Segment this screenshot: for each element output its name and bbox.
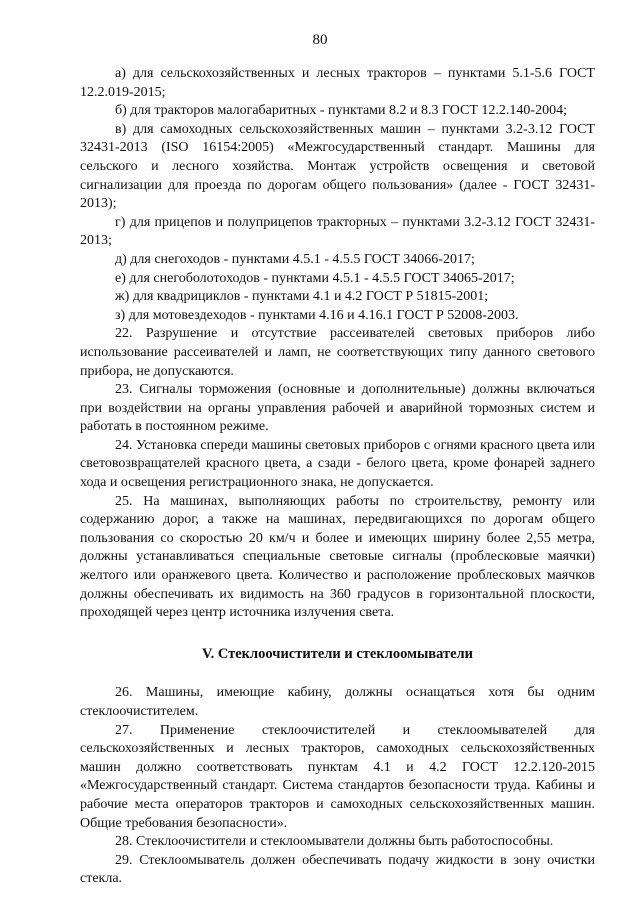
section-heading: V. Стеклоочистители и стеклоомыватели [201, 645, 474, 662]
paragraph-item-d: д) для снегоходов - пунктами 4.5.1 - 4.5.5 ГОСТ 34066-2017; [115, 251, 475, 267]
paragraph-item-a: а) для сельскохозяйственных и лесных тракторов – пунктами 5.1-5.6 ГОСТ 12.2.019-2015; [80, 66, 595, 100]
paragraph-24: 24. Установка спереди машины световых приборов с огнями красного цвета или световозвращателей красного цвета, а сзади - белого цвета, кроме фонарей заднего хода и освещения регистрационного знака, не допускается. [80, 437, 595, 491]
paragraph-27: 27. Применение стеклоочистителей и стеклоомывателей для сельскохозяйственных и лесных тракторов, самоходных сельскохозяйственных машин должно соответствовать пунктам 4.1 и 4.2 ГОСТ 12.2.120-2015 «Межгосударственный стандарт. Система стандартов безопасности труда. Кабины и рабочие места операторов тракторов и самоходных сельскохозяйственных машин. Общие требования безопасности». [80, 722, 595, 831]
paragraph-23: 23. Сигналы торможения (основные и дополнительные) должны включаться при воздействии на органы управления рабочей и аварийной тормозных систем и работать в постоянном режиме. [80, 382, 595, 435]
paragraph-22: 22. Разрушение и отсутствие рассеивателей световых приборов либо использование рассеивателей и ламп, не соответствующих типу данного светового прибора, не допускаются. [80, 326, 595, 379]
paragraph-26: 26. Машины, имеющие кабину, должны оснащаться хотя бы одним стеклоочистителем. [80, 685, 595, 719]
document-body [80, 65, 595, 889]
paragraph-item-zh: ж) для квадрициклов - пунктами 4.1 и 4.2 ГОСТ Р 51815-2001; [115, 289, 489, 305]
paragraph-item-z: з) для мотовездеходов - пунктами 4.16 и 4.16.1 ГОСТ Р 52008-2003. [115, 307, 519, 323]
page-number: 80 [312, 32, 328, 48]
paragraph-item-v: в) для самоходных сельскохозяйственных машин – пунктами 3.2-3.12 ГОСТ 32431-2013 (ISO 16154:2005) «Межгосударственный стандарт. Машины для сельского и лесного хозяйства. Монтаж устройств освещения и световой сигнализации для проезда по дорогам общего пользования» (далее - ГОСТ 32431-2013); [80, 121, 595, 212]
paragraph-28: 28. Стеклоочистители и стеклоомыватели должны быть работоспособны. [115, 834, 554, 850]
paragraph-25: 25. На машинах, выполняющих работы по строительству, ремонту или содержанию дорог, а также на машинах, передвигающихся по дорогам общего пользования со скоростью 20 км/ч и более и имеющих ширину более 2,55 метра, должны устанавливаться специальные световые сигналы (проблесковые маячки) желтого или оранжевого цвета. Количество и расположение проблесковых маячков должны обеспечивать их видимость на 360 градусов в горизонтальной плоскости, проходящей через центр источника излучения света. [80, 493, 595, 621]
paragraph-29: 29. Стеклоомыватель должен обеспечивать подачу жидкости в зону очистки стекла. [80, 852, 595, 887]
paragraph-item-b: б) для тракторов малогабаритных - пунктами 8.2 и 8.3 ГОСТ 12.2.140-2004; [115, 103, 567, 119]
paragraph-item-g: г) для прицепов и полуприцепов тракторных – пунктами 3.2-3.12 ГОСТ 32431-2013; [80, 214, 595, 249]
paragraph-item-e: е) для снегоболотоходов - пунктами 4.5.1 - 4.5.5 ГОСТ 34065-2017; [115, 270, 515, 286]
